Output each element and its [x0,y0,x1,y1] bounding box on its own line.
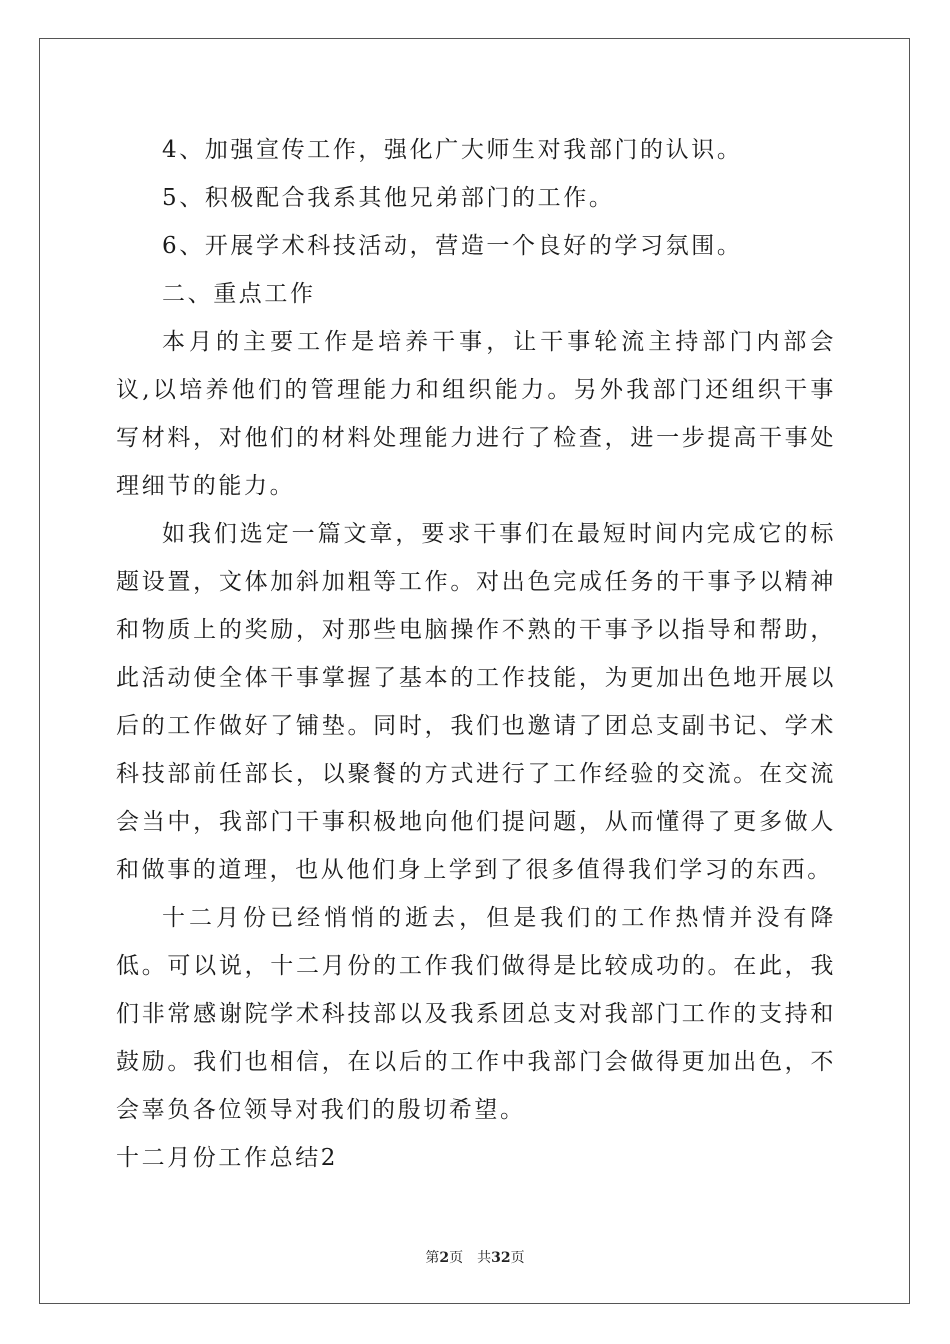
paragraph: 如我们选定一篇文章，要求干事们在最短时间内完成它的标题设置，文体加斜加粗等工作。对出色完成任务的干事予以精神和物质上的奖励，对那些电脑操作不熟的干事予以指导和帮助，此活动使全体干事掌握了基本的工作技能，为更加出色地开展以后的工作做好了铺垫。同时，我们也邀请了团总支副书记、学术科技部前任部长，以聚餐的方式进行了工作经验的交流。在交流会当中，我部门干事积极地向他们提问题，从而懂得了更多做人和做事的道理，也从他们身上学到了很多值得我们学习的东西。 [116,521,836,883]
page-footer [0,1247,950,1267]
document-body [116,126,836,1182]
list-item: 4、加强宣传工作，强化广大师生对我部门的认识。 [162,137,743,163]
footer-mid: 页 共 [449,1250,492,1266]
list-item: 6、开展学术科技活动，营造一个良好的学习氛围。 [162,233,743,259]
current-page-number: 2 [439,1250,450,1266]
total-pages-number: 32 [491,1250,511,1266]
section-heading: 二、重点工作 [162,281,316,307]
paragraph: 十二月份已经悄悄的逝去，但是我们的工作热情并没有降低。可以说，十二月份的工作我们做得是比较成功的。在此，我们非常感谢院学术科技部以及我系团总支对我部门工作的支持和鼓励。我们也相信，在以后的工作中我部门会做得更加出色，不会辜负各位领导对我们的殷切希望。 [116,905,836,1123]
footer-prefix: 第 [425,1250,440,1266]
next-section-title: 十二月份工作总结2 [116,1145,339,1171]
footer-suffix: 页 [510,1250,525,1266]
paragraph: 本月的主要工作是培养干事，让干事轮流主持部门内部会议,以培养他们的管理能力和组织能力。另外我部门还组织干事写材料，对他们的材料处理能力进行了检查，进一步提高干事处理细节的能力。 [116,329,836,499]
list-item: 5、积极配合我系其他兄弟部门的工作。 [162,185,615,211]
